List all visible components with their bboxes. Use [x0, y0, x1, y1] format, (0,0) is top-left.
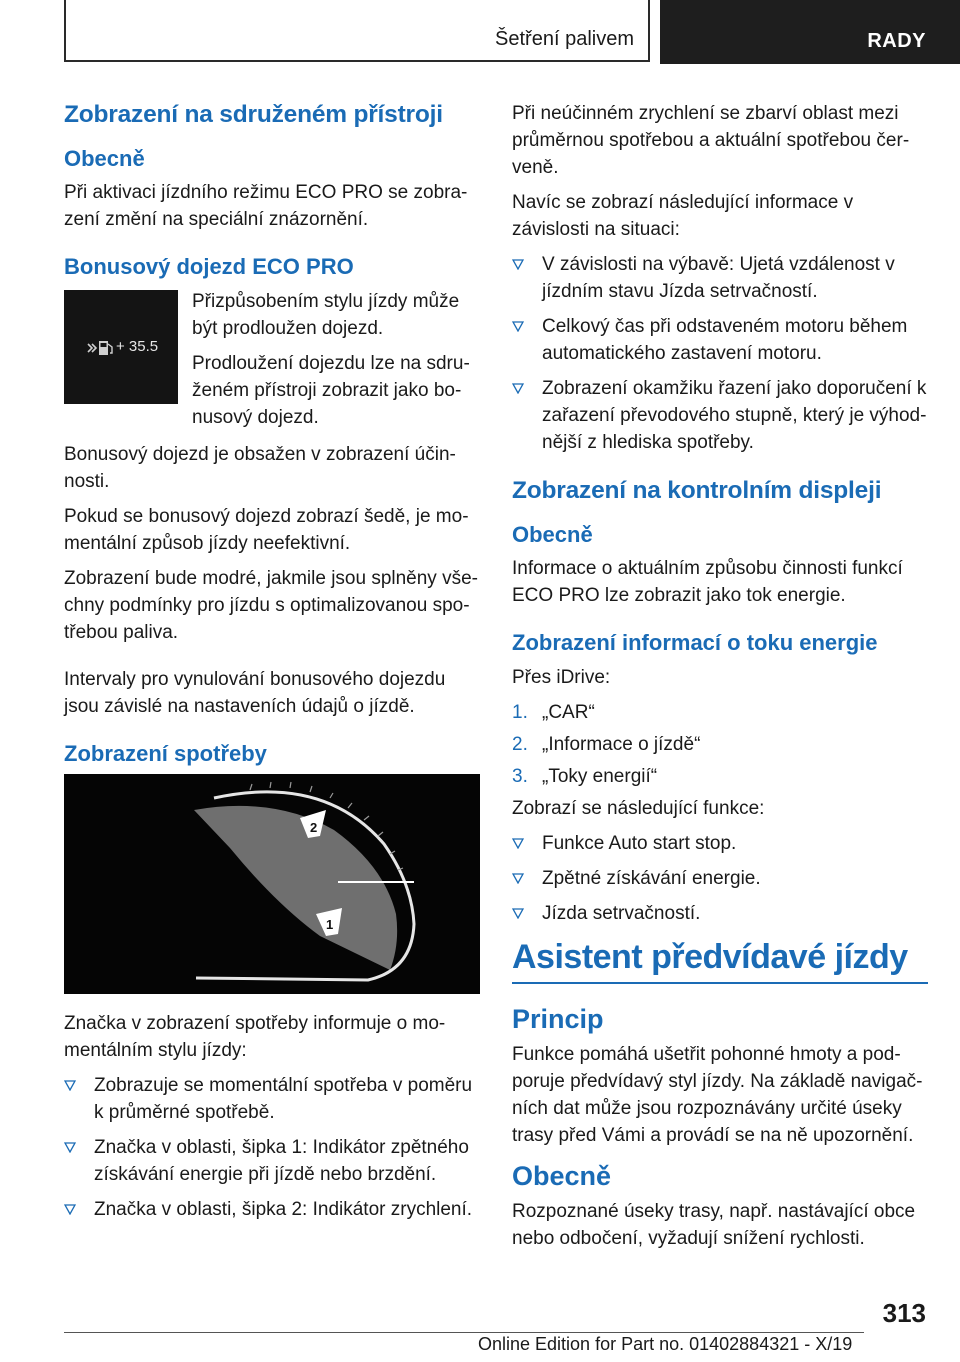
triangle-bullet-icon	[64, 1079, 76, 1091]
situation-bullet-list	[512, 251, 928, 456]
bonus-range-value: + 35.5	[116, 337, 159, 355]
right-text-1: Při neúčinném zrychlení se zbarví oblast mezi průměrnou spotřebou a aktuální spotřebou červeně.	[512, 103, 910, 178]
list-item: 1. „CAR“	[512, 701, 595, 723]
header-section-title: Šetření palivem	[495, 28, 634, 50]
cluster-display-heading: Zobrazení na sdruženém přístroji	[64, 101, 443, 128]
header-chapter-tab	[660, 0, 960, 64]
triangle-bullet-icon	[512, 258, 524, 270]
page-footer	[0, 1290, 960, 1362]
bonus-range-block	[64, 288, 482, 439]
page-number: 313	[882, 1298, 926, 1328]
consumption-text: Značka v zobrazení spotřeby informuje o momentálním stylu jízdy:	[64, 1013, 446, 1062]
functions-bullet-list	[512, 830, 928, 927]
triangle-bullet-icon	[64, 1141, 76, 1153]
triangle-bullet-icon	[64, 1203, 76, 1215]
triangle-bullet-icon	[512, 837, 524, 849]
general2-heading: Obecně	[512, 1160, 612, 1191]
triangle-bullet-icon	[512, 907, 524, 919]
right-text-2: Navíc se zobrazí následující informace v závislosti na situaci:	[512, 192, 854, 240]
triangle-bullet-icon	[512, 872, 524, 884]
bonus-text-3: Bonusový dojezd je obsažen v zobrazení účinnosti.	[64, 443, 456, 492]
triangle-bullet-icon	[512, 382, 524, 394]
list-item: Funkce Auto start stop.	[512, 830, 928, 857]
list-item: Zpětné získávání energie.	[512, 865, 928, 892]
general-text: Při aktivaci jízdního režimu ECO PRO se zobrazení změní na speciální znázornění.	[64, 182, 468, 231]
bonus-text-5: Zobrazení bude modré, jakmile jsou splněny všechny podmínky pro jízdu s optimalizovanou spotřebou paliva.	[64, 567, 478, 643]
list-item: Jízda setrvačností.	[512, 900, 928, 927]
control-display-heading: Zobrazení na kontrolním displeji	[512, 477, 882, 504]
functions-intro: Zobrazí se následující funkce:	[512, 797, 765, 819]
bonus-text-1: Přizpůsobením stylu jízdy může být prodloužen dojezd.	[192, 290, 460, 339]
energy-flow-heading: Zobrazení informací o toku energie	[512, 630, 878, 656]
idrive-steps-list	[512, 699, 928, 790]
list-item: Celkový čas při odstaveném motoru během automatického zastavení motoru.	[512, 313, 928, 367]
consumption-gauge-image	[64, 774, 480, 994]
general2-text: Rozpoznané úseky trasy, např. nastávající obce nebo odbočení, vyžadují snížení rychlosti.	[512, 1200, 916, 1249]
consumption-heading: Zobrazení spotřeby	[64, 740, 267, 766]
consumption-bullet-list	[64, 1072, 482, 1223]
left-column	[64, 100, 482, 1231]
bonus-range-image	[64, 290, 178, 404]
bonus-range-heading: Bonusový dojezd ECO PRO	[64, 254, 354, 280]
list-item: Značka v oblasti, šipka 1: Indikátor zpětného získávání energie při jízdě nebo brzdění.	[64, 1134, 482, 1188]
energy-flow-intro: Přes iDrive:	[512, 666, 611, 688]
bonus-text-2: Prodloužení dojezdu lze na sdruženém přístroji zobrazit jako bonusový dojezd.	[192, 352, 470, 428]
fuel-pump-icon	[86, 338, 116, 358]
triangle-bullet-icon	[512, 320, 524, 332]
list-item: V závislosti na výbavě: Ujetá vzdálenost v jízdním stavu Jízda setrvačností.	[512, 251, 928, 305]
list-item: 2. „Informace o jízdě“	[512, 733, 701, 755]
header-chapter-title: RADY	[867, 30, 926, 52]
list-item: Zobrazuje se momentální spotřeba v poměru k průměrné spotřebě.	[64, 1072, 482, 1126]
control-general-heading: Obecně	[512, 521, 593, 547]
bonus-text-4: Pokud se bonusový dojezd zobrazí šedě, je momentální způsob jízdy neefektivní.	[64, 505, 469, 554]
principle-text: Funkce pomáhá ušetřit pohonné hmoty a podporuje předvídavý styl jízdy. Na základě navigačních dat může jsou rozpoznávány určité úseky trasy před Vámi a provádí se na ně upozornění.	[512, 1043, 923, 1146]
principle-heading: Princip	[512, 1003, 604, 1034]
control-general-text: Informace o aktuálním způsobu činnosti funkcí ECO PRO lze zobrazit jako tok energie.	[512, 558, 903, 607]
header-section-box	[64, 0, 650, 62]
gauge-arrow-label-2: 2	[310, 820, 318, 836]
list-item: Značka v oblasti, šipka 2: Indikátor zrychlení.	[64, 1196, 482, 1223]
right-column	[512, 100, 928, 1260]
page-header	[0, 0, 960, 66]
footer-edition: Online Edition for Part no. 01402884321 - X/19	[478, 1334, 853, 1354]
list-item: Zobrazení okamžiku řazení jako doporučení k zařazení převodového stupně, který je výhodnější z hlediska spotřeby.	[512, 375, 928, 456]
gauge-arrow-label-1: 1	[326, 917, 334, 933]
predictive-assistant-heading: Asistent předvídavé jízdy	[512, 937, 928, 984]
footer-divider	[64, 1332, 864, 1333]
general-heading: Obecně	[64, 145, 145, 171]
list-item: 3. „Toky energií“	[512, 765, 658, 787]
bonus-text-6: Intervaly pro vynulování bonusového dojezdu jsou závislé na nastaveních údajů o jízdě.	[64, 668, 446, 717]
